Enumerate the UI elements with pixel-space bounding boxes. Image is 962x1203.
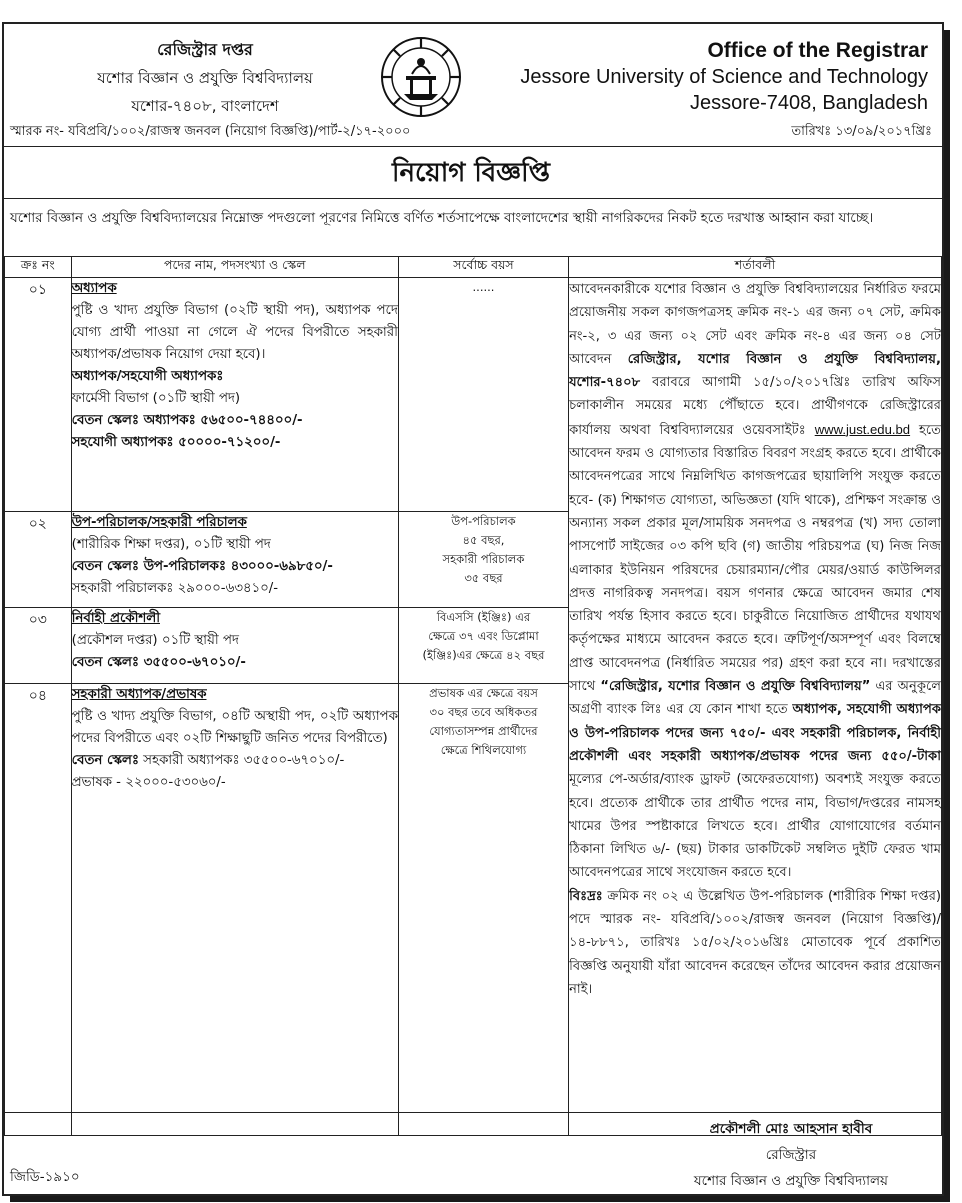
max-age (398, 278, 568, 512)
post-description: পুষ্টি ও খাদ্য প্রযুক্তি বিভাগ, ০৪টি অস্থায়ী পদ, ০২টি অধ্যাপক পদের বিপরীতে এবং ০২টি শিক্ষাছুটি জনিত পদের বিপরীতে) (71, 709, 398, 746)
conditions-cell (569, 278, 942, 1136)
post-title: সহকারী অধ্যাপক/প্রভাষক (71, 687, 207, 702)
pay-scale: প্রভাষক - ২২০০০-৫৩০৬০/- (71, 775, 226, 790)
condition-text: আবেদনকারীকে যশোর বিজ্ঞান ও প্রযুক্তি বিশ্ববিদ্যালয়ের নির্ধারিত ফরমে প্রয়োজনীয় সকল কাগজপত্রসহ ক্রমিক নং-১ এর জন্য ০৭ সেট, ক্রমিক নং-২, ৩ এর জন্য ০২ সেট এবং ক্রমিক নং-৪ এর জন্য ০৪ সেট আবেদন (569, 282, 941, 367)
serial-no: ০১ (5, 278, 72, 512)
condition-bold: রেজিস্ট্রার, যশোর বিজ্ঞান ও প্রযুক্তি বিশ্ববিদ্যালয়, যশোর-৭৪০৮ (569, 351, 941, 391)
pay-scale-label: বেতন স্কেলঃ (71, 753, 139, 768)
pay-scale: সহযোগী অধ্যাপকঃ ৫০০০০-৭১২০০/- (71, 435, 281, 450)
condition-text: এর অনুকূলে অগ্রণী ব্যাংক লিঃ এর যে কোন শাখা হতে (569, 679, 942, 718)
condition-text: বরাবরে আগামী ১৫/১০/২০১৭খ্রিঃ তারিখ অফিস চলাকালীন সময়ের মধ্যে পৌঁছাতে হবে। প্রার্থীগণকে রেজিস্ট্রারের কার্যালয় অথবা বিশ্ববিদ্যালয়ের ওয়েবসাইটঃ (569, 375, 941, 438)
bangla-letterhead (50, 36, 360, 120)
pay-scale: বেতন স্কেলঃ উপ-পরিচালকঃ ৪৩০০০-৬৯৮৫০/- (71, 559, 333, 574)
note-text: ক্রমিক নং ০২ এ উল্লেখিত উপ-পরিচালক (শারীরিক শিক্ষা দপ্তর) পদে স্মারক নং- যবিপ্রবি/১০০২/রাজস্ব জনবল (নিয়োগ বিজ্ঞপ্তি)/১৪-৮৮৭১, তারিখঃ ১৫/০২/২০১৬খ্রিঃ মোতাবেক পূর্বে প্রকাশিত বিজ্ঞপ্তি অনুযায়ী যাঁরা আবেদন করেছেন তাঁদের আবেদন করার প্রয়োজন নাই। (569, 888, 941, 997)
max-age (398, 608, 568, 684)
col-age: সর্বোচ্চ বয়স (398, 257, 568, 278)
gd-number: জিডি-১৯১০ (10, 1169, 80, 1185)
condition-text: মূল্যের পে-অর্ডার/ব্যাংক ড্রাফট (অফেরতযোগ্য) অবশ্যই সংযুক্ত করতে হবে। প্রত্যেক প্রার্থীকে তার প্রার্থীত পদের নাম, বিভাগ/দপ্তরের নামসহ খামের উপর স্পষ্টাকারে লিখতে হবে। প্রার্থীর যোগাযোগের বর্তমান ঠিকানা লিখিত ৬/- (ছয়) টাকার ডাকটিকেট সম্বলিত দুইটি ফেরত খাম আবেদনপত্রের সাথে সংযোজন করতে হবে। (569, 772, 941, 881)
serial-no: ০২ (5, 512, 72, 608)
frame-shadow-bottom (10, 1196, 950, 1202)
pay-scale: সহকারী অধ্যাপকঃ ৩৫৫০০-৬৭০১০/- (143, 753, 345, 768)
bn-address: যশোর-৭৪০৮, বাংলাদেশ (131, 97, 279, 115)
divider (2, 198, 944, 199)
condition-bold: অধ্যাপক, সহযোগী অধ্যাপক ও উপ-পরিচালক পদের জন্য ৭৫০/- এবং সহকারী পরিচালক, নির্বাহী প্রকৌশলী এবং সহকারী অধ্যাপক/প্রভাষক পদের জন্য ৫৫০/-টাকা (569, 702, 941, 764)
en-university: Jessore University of Science and Technology (520, 66, 928, 88)
age-line: বিএসসি (ইঞ্জিঃ) এর (436, 610, 531, 624)
divider (2, 1112, 944, 1113)
post-description: পুষ্টি ও খাদ্য প্রযুক্তি বিভাগ (০২টি স্থায়ী পদ), অধ্যাপক পদে যোগ্য প্রার্থী পাওয়া না গেলে ঐ পদের বিপরীতে সহকারী অধ্যাপক/প্রভাষক নিয়োগ দেয়া হবে)। (71, 303, 398, 362)
condition-bold: “রেজিস্ট্রার, যশোর বিজ্ঞান ও প্রযুক্তি বিশ্ববিদ্যালয়” (600, 679, 871, 695)
serial-no: ০৩ (5, 608, 72, 684)
post-cell (71, 512, 398, 608)
age-line: উপ-পরিচালক (451, 514, 516, 528)
post-description: (প্রকৌশল দপ্তর) ০১টি স্থায়ী পদ (71, 633, 239, 648)
signature-block (694, 1116, 888, 1194)
age-line: ৪৫ বছর, (462, 533, 505, 547)
pay-scale: বেতন স্কেলঃ ৩৫৫০০-৬৭০১০/- (71, 655, 246, 670)
notice-date: তারিখঃ ১৩/০৯/২০১৭খ্রিঃ (791, 124, 932, 139)
english-letterhead (520, 38, 928, 116)
en-office: Office of the Registrar (707, 39, 928, 62)
col-post: পদের নাম, পদসংখ্যা ও স্কেল (71, 257, 398, 278)
bn-university: যশোর বিজ্ঞান ও প্রযুক্তি বিশ্ববিদ্যালয় (97, 69, 313, 87)
age-line: ক্ষেত্রে শিথিলযোগ্য (440, 743, 527, 757)
university-logo-icon (380, 36, 462, 118)
post-cell (71, 684, 398, 1136)
age-line: ৩৫ বছর (464, 571, 503, 585)
post-subtitle: অধ্যাপক/সহযোগী অধ্যাপকঃ (71, 369, 224, 384)
age-line: যোগ্যতাসম্পন্ন প্রার্থীদের (429, 724, 538, 738)
note-label: বিঃদ্রঃ (569, 888, 603, 904)
table-header-row (5, 257, 942, 278)
age-value: ...... (472, 280, 495, 294)
age-line: ৩০ বছর তবে অধিকতর (429, 705, 538, 719)
signatory-university: যশোর বিজ্ঞান ও প্রযুক্তি বিশ্ববিদ্যালয় (693, 1173, 888, 1189)
divider (2, 146, 944, 147)
intro-paragraph: যশোর বিজ্ঞান ও প্রযুক্তি বিশ্ববিদ্যালয়ের নিম্নোক্ত পদগুলো পূরণের নিমিত্তে বর্ণিত শর্তসাপেক্ষে বাংলাদেশের স্থায়ী নাগরিকদের নিকট হতে দরখাস্ত আহ্বান করা যাচ্ছে। (10, 210, 874, 226)
frame-shadow-right (944, 30, 950, 1200)
col-serial: ক্রঃ নং (5, 257, 72, 278)
post-title: নির্বাহী প্রকৌশলী (71, 611, 160, 626)
bn-office: রেজিস্ট্রার দপ্তর (157, 40, 253, 59)
signatory-designation: রেজিস্ট্রার (765, 1147, 817, 1163)
post-title: উপ-পরিচালক/সহকারী পরিচালক (71, 515, 247, 530)
post-title: অধ্যাপক (71, 281, 117, 296)
post-description: (শারীরিক শিক্ষা দপ্তর), ০১টি স্থায়ী পদ (71, 537, 271, 552)
en-address: Jessore-7408, Bangladesh (690, 92, 928, 114)
website-link[interactable]: www.just.edu.bd (814, 421, 911, 437)
condition-text: হতে আবেদন ফরম ও যোগ্যতার বিস্তারিত বিবরণ সংগ্রহ করতে হবে। প্রার্থীকে আবেদনপত্রের সাথে নিম্নলিখিত কাগজপত্রের ছায়ালিপি সংযুক্ত করতে হবে- (ক) শিক্ষাগত যোগ্যতা, অভিজ্ঞতা (যদি থাকে), প্রশিক্ষণ সংক্রান্ত ও অন্যান্য সকল প্রকার মূল/সাময়িক সনদপত্র ও নম্বরপত্র (খ) সদ্য তোলা পাসপোর্ট সাইজের ০৩ কপি ছবি (গ) জাতীয় পরিচয়পত্র (ঘ) নিজ নিজ এলাকার ইউনিয়ন পরিষদের চেয়ারম্যান/পৌর মেয়র/ওয়ার্ড কাউন্সিলর প্রদত্ত নাগরিকত্ব সনদপত্র। বয়স গণনার ক্ষেত্রে আবেদন জমার শেষ তারিখ পর্যন্ত হিসাব করতে হবে। চাকুরীতে নিয়োজিত প্রার্থীদের যথাযথ কর্তৃপক্ষের মাধ্যমে আবেদন করতে হবে। ত্রুটিপূর্ণ/অসম্পূর্ণ এবং বিলম্বে প্রাপ্ত আবেদনপত্র (নির্ধারিত সময়ের পর) গ্রহণ করা হবে না। দরখাস্তের সাথে (569, 422, 941, 695)
col-conditions: শর্তাবলী (569, 257, 942, 278)
table-row (5, 278, 942, 512)
age-line: (ইঞ্জিঃ)এর ক্ষেত্রে ৪২ বছর (422, 648, 545, 662)
max-age (398, 684, 568, 1136)
post-cell (71, 608, 398, 684)
post-department: ফার্মেসী বিভাগ (০১টি স্থায়ী পদ) (71, 391, 241, 406)
pay-scale: সহকারী পরিচালকঃ ২৯০০০-৬৩৪১০/- (71, 581, 279, 596)
age-line: ক্ষেত্রে ৩৭ এবং ডিপ্লোমা (428, 629, 539, 643)
notice-title: নিয়োগ বিজ্ঞপ্তি (392, 158, 550, 188)
job-table (4, 256, 942, 1136)
serial-no: ০৪ (5, 684, 72, 1136)
max-age (398, 512, 568, 608)
post-cell (71, 278, 398, 512)
signatory-name: প্রকৌশলী মোঃ আহসান হাবীব (709, 1121, 873, 1137)
memo-number: স্মারক নং- যবিপ্রবি/১০০২/রাজস্ব জনবল (নিয়োগ বিজ্ঞপ্তি)/পার্ট-২/১৭-২০০০ (10, 124, 411, 139)
age-line: সহকারী পরিচালক (442, 552, 525, 566)
age-line: প্রভাষক এর ক্ষেত্রে বয়স (429, 686, 538, 700)
pay-scale: বেতন স্কেলঃ অধ্যাপকঃ ৫৬৫০০-৭৪৪০০/- (71, 413, 303, 428)
